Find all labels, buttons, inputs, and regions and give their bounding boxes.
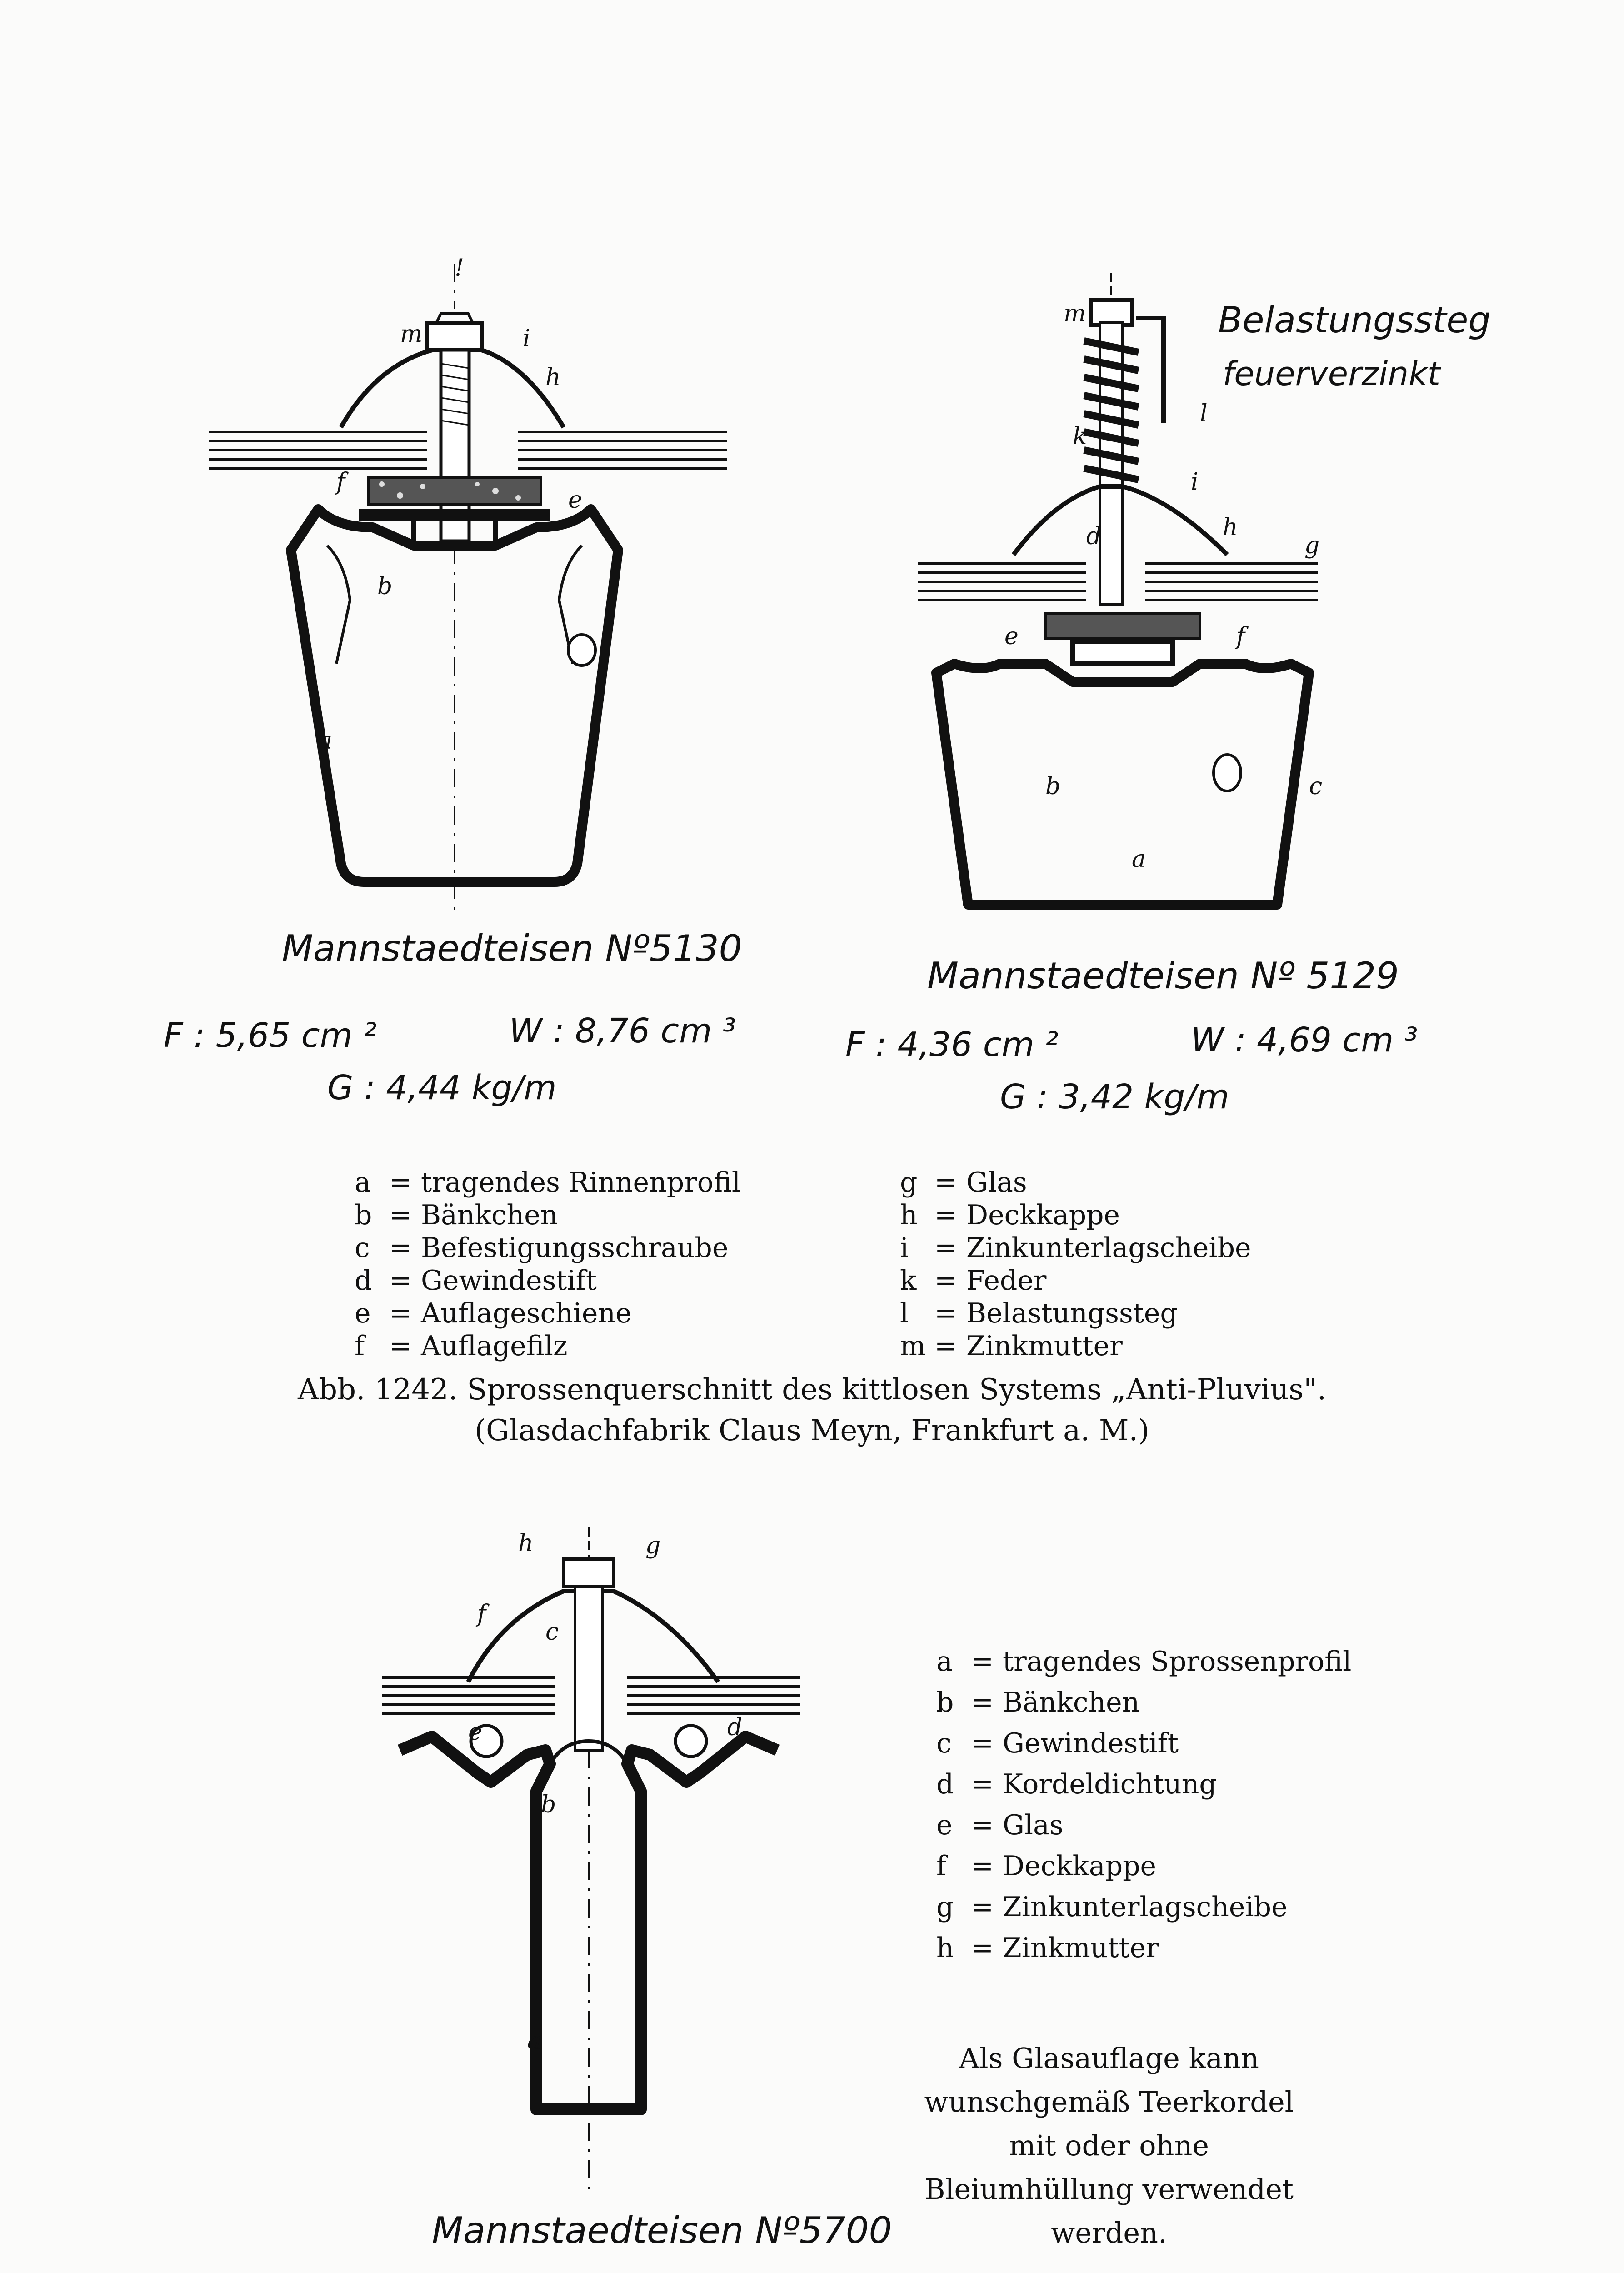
legend-row: e = Auflageschiene (355, 1297, 632, 1329)
value-G-5130: G : 4,44 kg/m (327, 1068, 557, 1107)
legend-row: f = Deckkappe (936, 1850, 1157, 1882)
note-line: Als Glasauflage kann (959, 2042, 1259, 2075)
label-d: d (1086, 523, 1102, 550)
legend-row: b = Bänkchen (355, 1199, 558, 1231)
label-i: i (523, 325, 530, 352)
legend-1242-right (900, 1166, 1251, 1362)
legend-row: a = tragendes Sprossenprofil (936, 1646, 1352, 1677)
label-b: b (377, 573, 393, 600)
label-m: m (400, 320, 423, 348)
label-h: h (518, 1530, 534, 1557)
note-belastungssteg: Belastungssteg (1218, 300, 1491, 341)
legend-1243 (936, 1641, 1351, 1968)
label-a: a (527, 2028, 542, 2055)
legend-row: b = Bänkchen (936, 1687, 1140, 1718)
legend-row: d = Gewindestift (355, 1265, 597, 1297)
legend-row: a = tragendes Rinnenprofil (355, 1167, 741, 1198)
label-a: a (1132, 846, 1146, 873)
legend-row: c = Befestigungsschraube (355, 1232, 729, 1264)
legend-row: i = Zinkunterlagscheibe (900, 1232, 1251, 1264)
label-h: h (1223, 514, 1238, 541)
label-i: i (1191, 468, 1199, 496)
legend-row: g = Zinkunterlagscheibe (936, 1891, 1288, 1923)
value-F-5129: F : 4,36 cm ² (845, 1025, 1059, 1064)
legend-row: c = Gewindestift (936, 1727, 1179, 1759)
label-b: b (1045, 773, 1061, 800)
legend-1242-left (355, 1166, 740, 1362)
label-mark: ! (455, 255, 464, 282)
label-c: c (545, 1618, 559, 1646)
caption-1242-line2: (Glasdachfabrik Claus Meyn, Frankfurt a. M.) (475, 1414, 1149, 1447)
profile-name-5130: Mannstaedteisen Nº5130 (282, 927, 742, 970)
label-e: e (468, 1718, 482, 1746)
value-W-5129: W : 4,69 cm ³ (1191, 1021, 1418, 1060)
legend-row: k = Feder (900, 1265, 1047, 1297)
label-k: k (1073, 423, 1087, 450)
label-g: g (1304, 532, 1320, 559)
legend-row: m = Zinkmutter (900, 1330, 1123, 1362)
profile-name-5129: Mannstaedteisen Nº 5129 (927, 955, 1399, 997)
label-c: c (1309, 773, 1323, 800)
label-m: m (1064, 300, 1086, 327)
profile-name-5700: Mannstaedteisen Nº5700 (432, 2209, 892, 2252)
label-e: e (1004, 623, 1019, 650)
note-line: Bleiumhüllung verwendet (924, 2173, 1294, 2206)
legend-row: h = Zinkmutter (936, 1932, 1159, 1964)
legend-row: d = Kordeldichtung (936, 1768, 1217, 1800)
label-f: f (336, 468, 345, 496)
value-W-5130: W : 8,76 cm ³ (509, 1011, 736, 1051)
caption-1242-line1: Abb. 1242. Sprossenquerschnitt des kittlosen Systems „Anti-Pluvius". (297, 1373, 1327, 1407)
note-feuerverzinkt: feuerverzinkt (1223, 355, 1441, 393)
glass-support-note (904, 2037, 1314, 2255)
legend-row: g = Glas (900, 1167, 1027, 1198)
label-l: l (1200, 400, 1208, 427)
label-f: f (477, 1600, 486, 1627)
label-d: d (727, 1714, 743, 1741)
legend-row: l = Belastungssteg (900, 1297, 1178, 1329)
note-line: wunschgemäß Teerkordel (924, 2085, 1294, 2118)
label-h: h (545, 364, 561, 391)
value-G-5129: G : 3,42 kg/m (1000, 1077, 1229, 1116)
drawing-profile-5130 (200, 255, 764, 936)
note-line: werden. (1051, 2216, 1167, 2249)
legend-row: e = Glas (936, 1809, 1064, 1841)
label-f: f (1236, 623, 1245, 650)
legend-row: h = Deckkappe (900, 1199, 1120, 1231)
label-b: b (541, 1791, 556, 1818)
note-line: mit oder ohne (1009, 2129, 1209, 2162)
legend-row: f = Auflagefilz (355, 1330, 568, 1362)
value-F-5130: F : 5,65 cm ² (164, 1016, 377, 1055)
label-a: a (318, 727, 333, 755)
drawing-profile-5700 (373, 1527, 827, 2209)
label-e: e (568, 486, 582, 514)
label-g: g (645, 1532, 661, 1559)
